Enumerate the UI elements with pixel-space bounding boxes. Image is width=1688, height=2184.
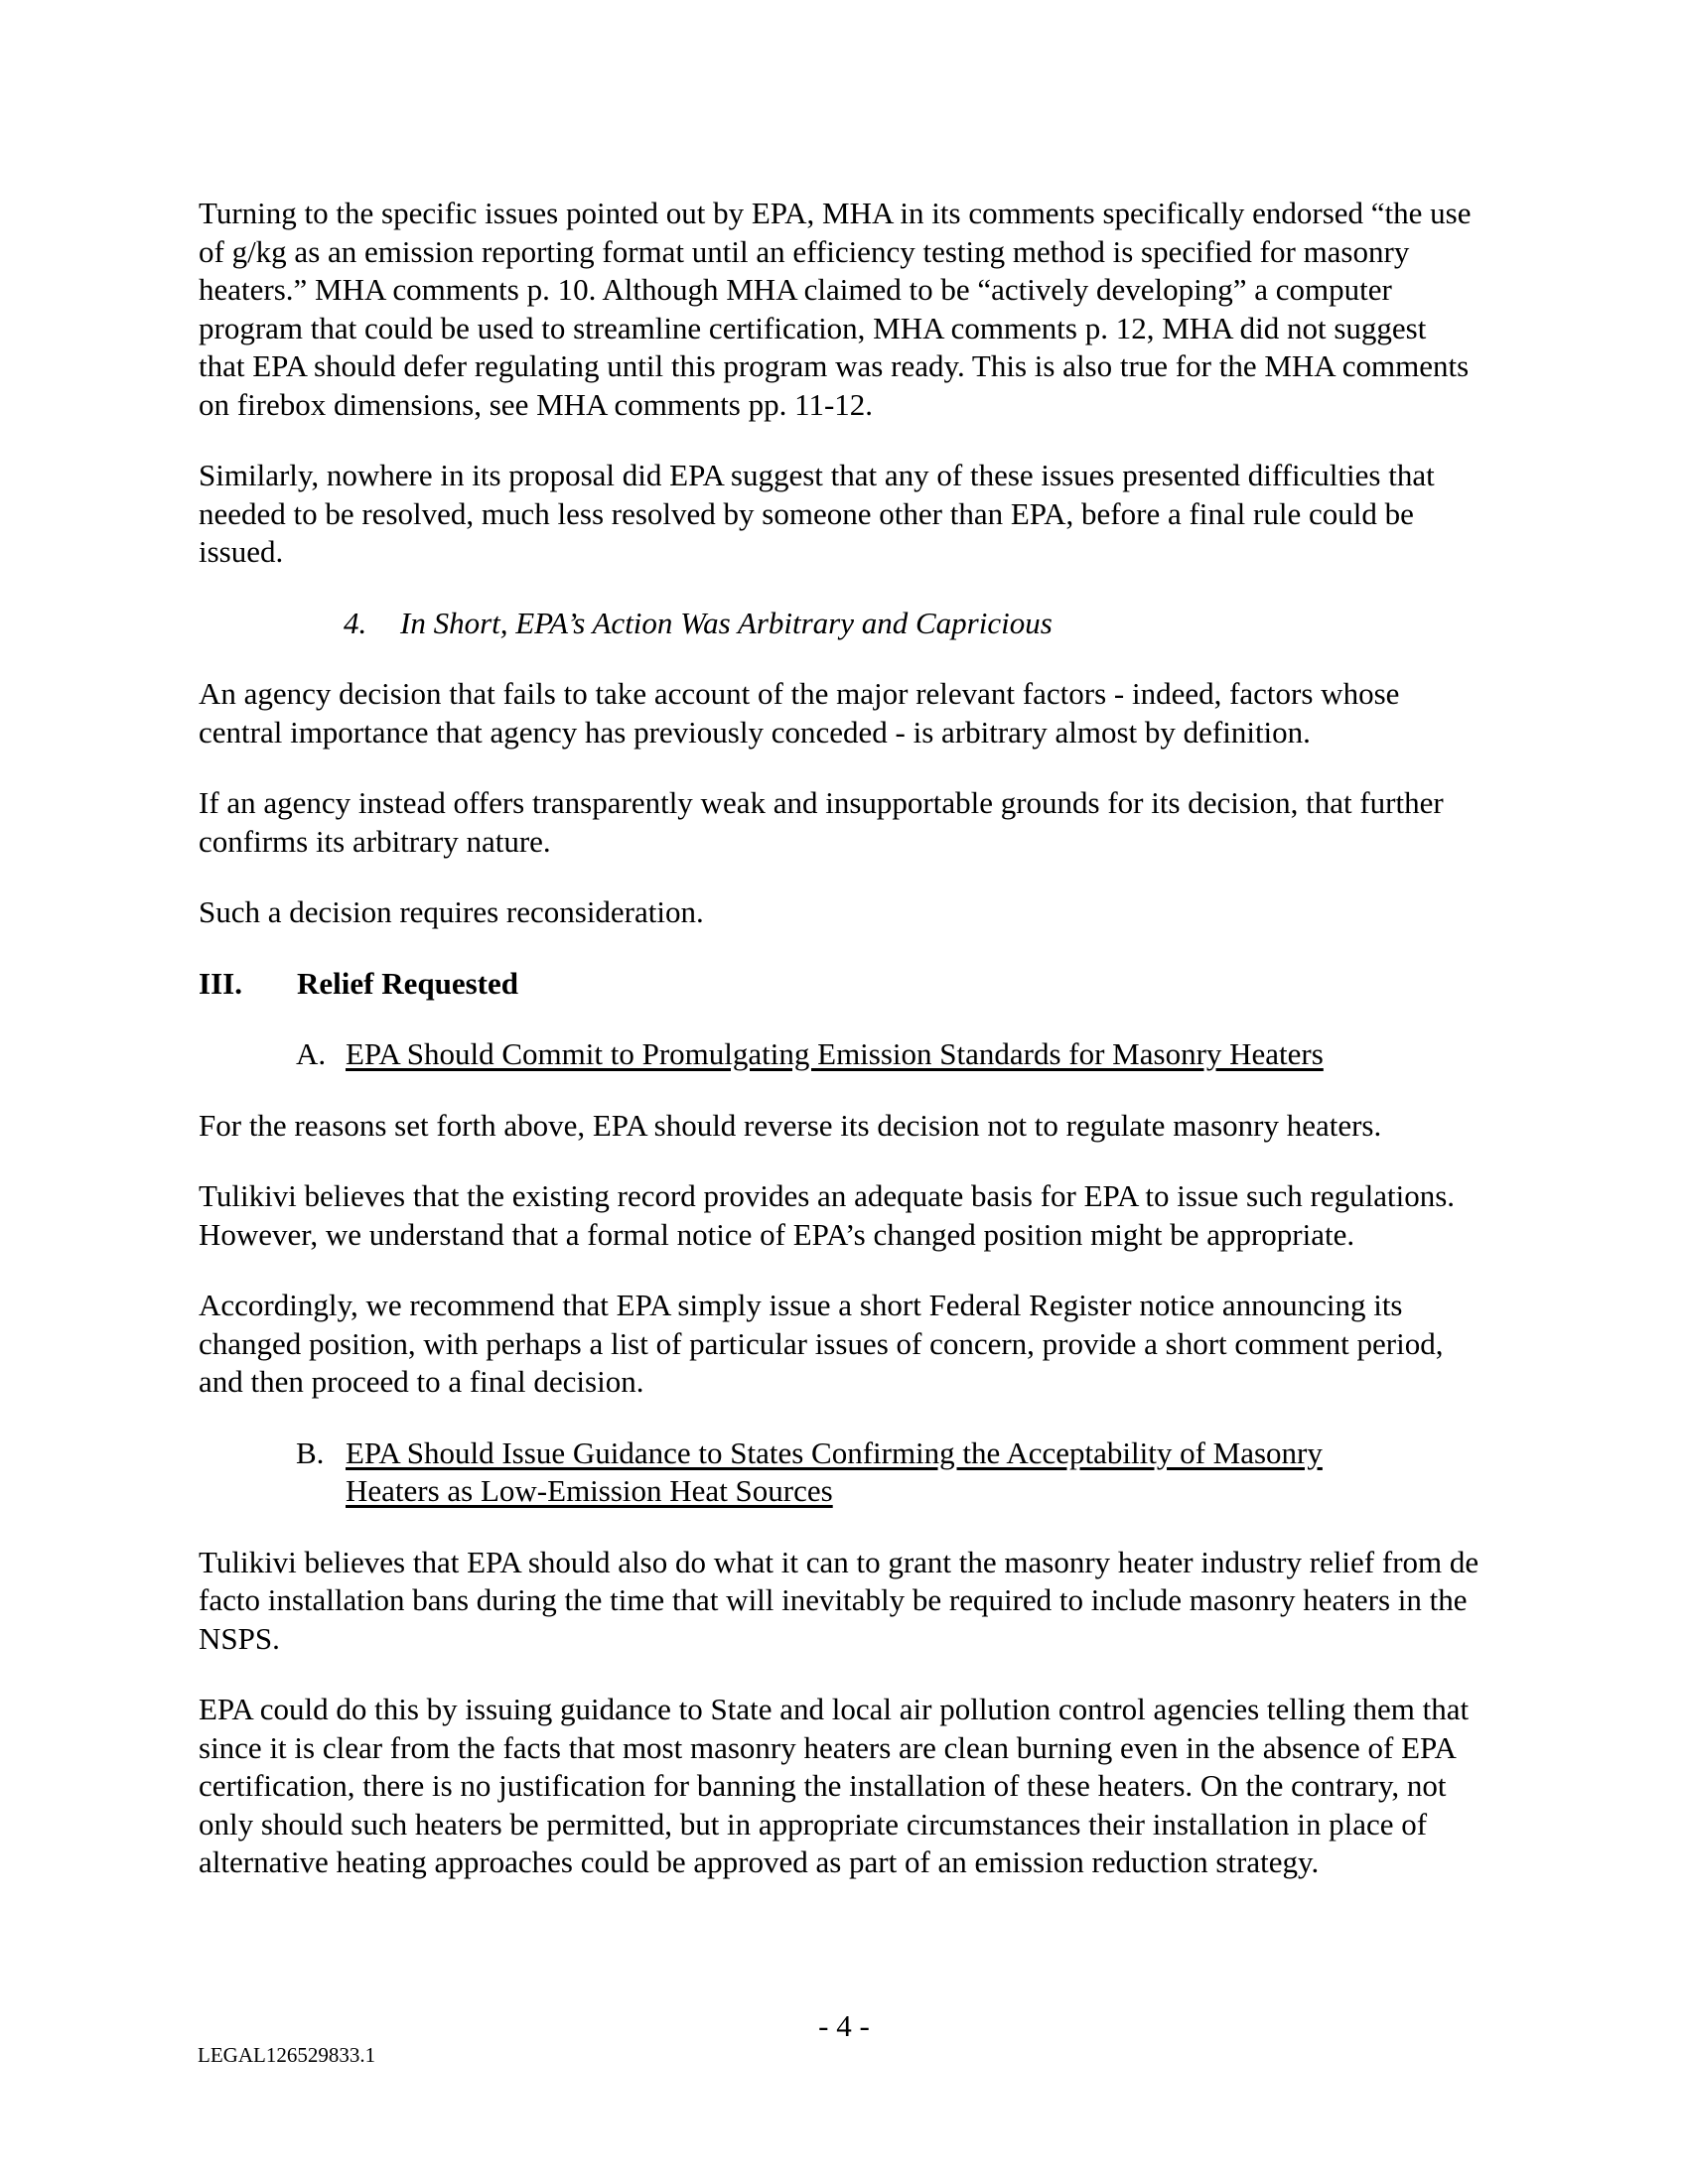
paragraph-agency-decision: An agency decision that fails to take account of the major relevant factors - indeed, factors whose central importance that agency has previously conceded - is arbitrary almost by definition.	[199, 676, 1400, 750]
paragraph-similarly: Similarly, nowhere in its proposal did EPA suggest that any of these issues presented difficulties that needed to be resolved, much less resolved by someone other than EPA, before a final rule could be issued.	[199, 458, 1435, 569]
paragraph-federal-register: Accordingly, we recommend that EPA simply issue a short Federal Register notice announcing its changed position, with perhaps a list of particular issues of concern, provide a short comment period, and then proceed to a final decision.	[199, 1288, 1444, 1399]
paragraph-reverse-decision: For the reasons set forth above, EPA should reverse its decision not to regulate masonry heaters.	[199, 1107, 1382, 1143]
subsection-title: EPA Should Commit to Promulgating Emission Standards for Masonry Heaters	[346, 1036, 1324, 1071]
subsection-letter: B.	[296, 1434, 325, 1470]
document-id: LEGAL126529833.1	[198, 2043, 376, 2067]
subsection-title: In Short, EPA’s Action Was Arbitrary and Capricious	[400, 605, 1053, 640]
paragraph-weak-grounds: If an agency instead offers transparently weak and insupportable grounds for its decision, that further confirms its arbitrary nature.	[199, 785, 1444, 859]
subsection-heading-b	[199, 1434, 1479, 1511]
paragraph-mha-comments: Turning to the specific issues pointed out by EPA, MHA in its comments specifically endorsed “the use of g/kg as an emission reporting format until an efficiency testing method is specified for masonry heaters.” MHA comments p. 10. Although MHA claimed to be “actively developing” a computer program that could be used to streamline certification, MHA comments p. 12, MHA did not suggest that EPA should defer regulating until this program was ready. This is also true for the MHA comments on firebox dimensions, see MHA comments pp. 11-12.	[199, 196, 1472, 422]
page-body	[199, 195, 1479, 1915]
section-heading-relief-requested	[199, 965, 1479, 1004]
subsection-heading-4	[199, 605, 1479, 643]
page-number: - 4 -	[818, 2008, 870, 2043]
paragraph-existing-record: Tulikivi believes that the existing record provides an adequate basis for EPA to issue such regulations. However, we understand that a formal notice of EPA’s changed position might be appropriate.	[199, 1178, 1456, 1252]
subsection-letter: A.	[296, 1036, 327, 1071]
paragraph-installation-bans: Tulikivi believes that EPA should also do what it can to grant the masonry heater industry relief from de facto installation bans during the time that will inevitably be required to include masonry heaters in the NSPS.	[199, 1544, 1479, 1656]
section-number: III.	[199, 965, 242, 1001]
paragraph-reconsideration: Such a decision requires reconsideration.	[199, 894, 704, 929]
paragraph-guidance-to-states: EPA could do this by issuing guidance to State and local air pollution control agencies telling them that since it is clear from the facts that most masonry heaters are clean burning even in the absence of EPA certification, there is no justification for banning the installation of these heaters. On the contrary, not only should such heaters be permitted, but in appropriate circumstances their installation in place of alternative heating approaches could be approved as part of an emission reduction strategy.	[199, 1692, 1470, 1879]
subsection-number: 4.	[344, 605, 367, 640]
subsection-heading-a	[199, 1035, 1479, 1074]
subsection-title: EPA Should Issue Guidance to States Confirming the Acceptability of Masonry Heaters as Low-Emission Heat Sources	[346, 1434, 1323, 1508]
section-title: Relief Requested	[297, 965, 518, 1001]
